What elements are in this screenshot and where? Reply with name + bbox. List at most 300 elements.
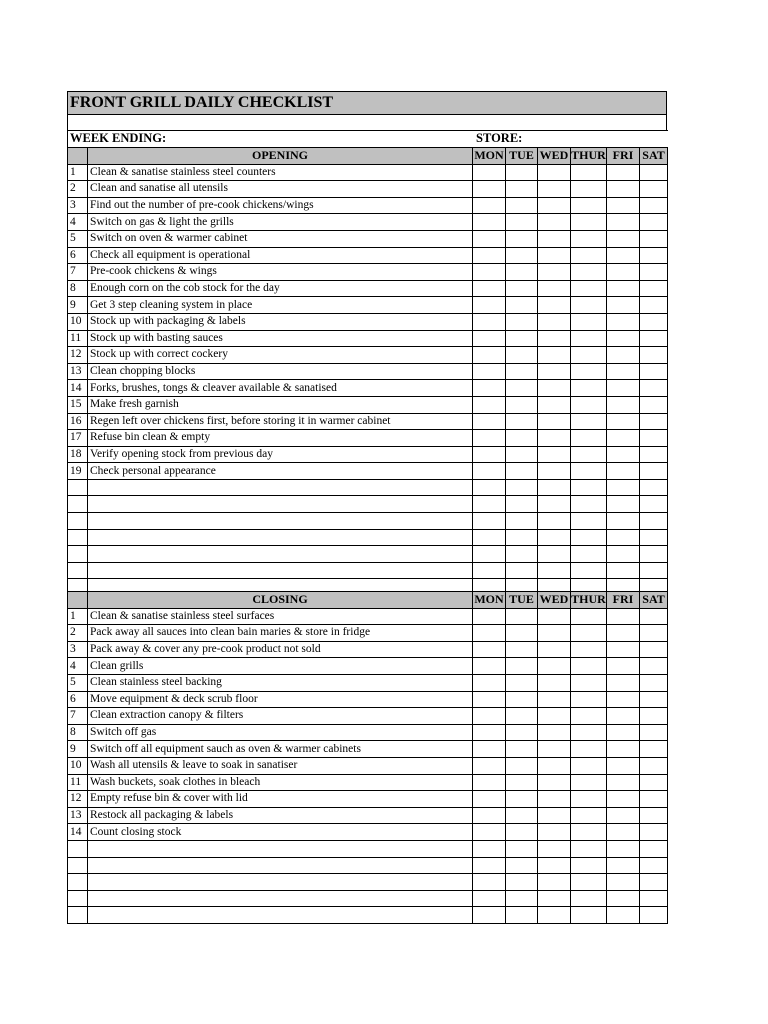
table-row <box>68 247 668 264</box>
checkbox-cell-mon[interactable] <box>473 247 506 264</box>
checkbox-cell-mon[interactable] <box>473 529 506 546</box>
checkbox-cell-tue[interactable] <box>506 562 538 579</box>
checkbox-cell-mon[interactable] <box>473 757 506 774</box>
task-number: 15 <box>68 396 88 413</box>
task-description <box>88 874 473 891</box>
checkbox-cell-wed[interactable] <box>538 774 571 791</box>
checkbox-cell-tue[interactable] <box>506 857 538 874</box>
checkbox-cell-thur[interactable] <box>571 297 607 314</box>
task-number <box>68 857 88 874</box>
checkbox-cell-thur[interactable] <box>571 413 607 430</box>
checkbox-cell-sat[interactable] <box>640 658 668 675</box>
checkbox-cell-wed[interactable] <box>538 824 571 841</box>
checkbox-cell-tue[interactable] <box>506 446 538 463</box>
checkbox-cell-tue[interactable] <box>506 330 538 347</box>
opening-header-row <box>68 148 668 165</box>
checkbox-cell-sat[interactable] <box>640 446 668 463</box>
checkbox-cell-fri[interactable] <box>607 513 640 530</box>
task-number: 18 <box>68 446 88 463</box>
checkbox-cell-fri[interactable] <box>607 691 640 708</box>
checkbox-cell-tue[interactable] <box>506 513 538 530</box>
checkbox-cell-fri[interactable] <box>607 197 640 214</box>
checkbox-cell-wed[interactable] <box>538 264 571 281</box>
checkbox-cell-thur[interactable] <box>571 230 607 247</box>
checkbox-cell-tue[interactable] <box>506 774 538 791</box>
checkbox-cell-wed[interactable] <box>538 247 571 264</box>
checkbox-cell-mon[interactable] <box>473 413 506 430</box>
checkbox-cell-thur[interactable] <box>571 247 607 264</box>
checkbox-cell-fri[interactable] <box>607 413 640 430</box>
checkbox-cell-thur[interactable] <box>571 546 607 563</box>
task-description: Clean grills <box>88 658 473 675</box>
checkbox-cell-sat[interactable] <box>640 857 668 874</box>
checkbox-cell-sat[interactable] <box>640 164 668 181</box>
checkbox-cell-thur[interactable] <box>571 840 607 857</box>
checkbox-cell-tue[interactable] <box>506 280 538 297</box>
table-row <box>68 608 668 625</box>
checkbox-cell-fri[interactable] <box>607 774 640 791</box>
checkbox-cell-thur[interactable] <box>571 197 607 214</box>
checkbox-cell-tue[interactable] <box>506 658 538 675</box>
checkbox-cell-tue[interactable] <box>506 363 538 380</box>
day-header-thur: THUR <box>571 592 606 607</box>
checkbox-cell-fri[interactable] <box>607 463 640 480</box>
checkbox-cell-sat[interactable] <box>640 874 668 891</box>
checkbox-cell-mon[interactable] <box>473 641 506 658</box>
task-number: 5 <box>68 230 88 247</box>
checkbox-cell-mon[interactable] <box>473 807 506 824</box>
checkbox-cell-wed[interactable] <box>538 396 571 413</box>
day-header-tue: TUE <box>506 592 538 609</box>
checkbox-cell-fri[interactable] <box>607 330 640 347</box>
checkbox-cell-wed[interactable] <box>538 430 571 447</box>
checkbox-cell-mon[interactable] <box>473 824 506 841</box>
checkbox-cell-thur[interactable] <box>571 479 607 496</box>
checkbox-cell-wed[interactable] <box>538 741 571 758</box>
checkbox-cell-sat[interactable] <box>640 413 668 430</box>
checkbox-cell-mon[interactable] <box>473 463 506 480</box>
checkbox-cell-thur[interactable] <box>571 907 607 924</box>
checkbox-cell-mon[interactable] <box>473 513 506 530</box>
checkbox-cell-sat[interactable] <box>640 708 668 725</box>
checkbox-cell-mon[interactable] <box>473 562 506 579</box>
checkbox-cell-sat[interactable] <box>640 674 668 691</box>
checkbox-cell-fri[interactable] <box>607 890 640 907</box>
table-row <box>68 529 668 546</box>
checkbox-cell-sat[interactable] <box>640 840 668 857</box>
checkbox-cell-sat[interactable] <box>640 479 668 496</box>
checkbox-cell-wed[interactable] <box>538 874 571 891</box>
checkbox-cell-tue[interactable] <box>506 247 538 264</box>
checkbox-cell-mon[interactable] <box>473 430 506 447</box>
checkbox-cell-wed[interactable] <box>538 413 571 430</box>
checkbox-cell-wed[interactable] <box>538 313 571 330</box>
checkbox-cell-mon[interactable] <box>473 608 506 625</box>
checkbox-cell-mon[interactable] <box>473 857 506 874</box>
checkbox-cell-fri[interactable] <box>607 857 640 874</box>
checkbox-cell-tue[interactable] <box>506 181 538 198</box>
checkbox-cell-fri[interactable] <box>607 708 640 725</box>
checkbox-cell-fri[interactable] <box>607 363 640 380</box>
checkbox-cell-thur[interactable] <box>571 280 607 297</box>
checkbox-cell-fri[interactable] <box>607 907 640 924</box>
opening-section-title: OPENING <box>88 148 473 165</box>
closing-checklist-table <box>67 591 668 924</box>
checkbox-cell-fri[interactable] <box>607 380 640 397</box>
table-row <box>68 313 668 330</box>
checkbox-cell-thur[interactable] <box>571 347 607 364</box>
checkbox-cell-sat[interactable] <box>640 247 668 264</box>
checkbox-cell-thur[interactable] <box>571 446 607 463</box>
checkbox-cell-thur[interactable] <box>571 625 607 642</box>
checkbox-cell-thur[interactable] <box>571 791 607 808</box>
checkbox-cell-sat[interactable] <box>640 330 668 347</box>
checkbox-cell-fri[interactable] <box>607 741 640 758</box>
checkbox-cell-mon[interactable] <box>473 741 506 758</box>
checkbox-cell-wed[interactable] <box>538 513 571 530</box>
checkbox-cell-mon[interactable] <box>473 363 506 380</box>
checkbox-cell-fri[interactable] <box>607 757 640 774</box>
checkbox-cell-sat[interactable] <box>640 641 668 658</box>
checkbox-cell-tue[interactable] <box>506 297 538 314</box>
checkbox-cell-fri[interactable] <box>607 807 640 824</box>
checkbox-cell-mon[interactable] <box>473 724 506 741</box>
table-row <box>68 874 668 891</box>
checkbox-cell-tue[interactable] <box>506 674 538 691</box>
checkbox-cell-fri[interactable] <box>607 529 640 546</box>
checkbox-cell-thur[interactable] <box>571 708 607 725</box>
checkbox-cell-wed[interactable] <box>538 463 571 480</box>
task-number <box>68 529 88 546</box>
checkbox-cell-tue[interactable] <box>506 791 538 808</box>
checkbox-cell-tue[interactable] <box>506 546 538 563</box>
checkbox-cell-wed[interactable] <box>538 197 571 214</box>
checkbox-cell-thur[interactable] <box>571 330 607 347</box>
checkbox-cell-sat[interactable] <box>640 529 668 546</box>
checkbox-cell-tue[interactable] <box>506 214 538 231</box>
checkbox-cell-thur[interactable] <box>571 608 607 625</box>
checkbox-cell-tue[interactable] <box>506 757 538 774</box>
checkbox-cell-fri[interactable] <box>607 641 640 658</box>
checkbox-cell-sat[interactable] <box>640 807 668 824</box>
checkbox-cell-sat[interactable] <box>640 791 668 808</box>
checkbox-cell-mon[interactable] <box>473 874 506 891</box>
checkbox-cell-fri[interactable] <box>607 824 640 841</box>
checkbox-cell-fri[interactable] <box>607 247 640 264</box>
checkbox-cell-mon[interactable] <box>473 691 506 708</box>
checkbox-cell-wed[interactable] <box>538 757 571 774</box>
checkbox-cell-tue[interactable] <box>506 463 538 480</box>
checkbox-cell-sat[interactable] <box>640 608 668 625</box>
checkbox-cell-wed[interactable] <box>538 907 571 924</box>
day-header-sat: SAT <box>640 148 668 165</box>
checkbox-cell-thur[interactable] <box>571 757 607 774</box>
checkbox-cell-tue[interactable] <box>506 529 538 546</box>
checkbox-cell-mon[interactable] <box>473 840 506 857</box>
checkbox-cell-fri[interactable] <box>607 297 640 314</box>
checkbox-cell-wed[interactable] <box>538 529 571 546</box>
checkbox-cell-tue[interactable] <box>506 724 538 741</box>
checkbox-cell-tue[interactable] <box>506 479 538 496</box>
checkbox-cell-sat[interactable] <box>640 724 668 741</box>
checkbox-cell-mon[interactable] <box>473 197 506 214</box>
checkbox-cell-thur[interactable] <box>571 380 607 397</box>
checkbox-cell-fri[interactable] <box>607 658 640 675</box>
checkbox-cell-mon[interactable] <box>473 347 506 364</box>
checkbox-cell-mon[interactable] <box>473 791 506 808</box>
checkbox-cell-sat[interactable] <box>640 297 668 314</box>
task-description: Clean & sanatise stainless steel surfaces <box>88 608 473 625</box>
checkbox-cell-sat[interactable] <box>640 513 668 530</box>
checkbox-cell-sat[interactable] <box>640 741 668 758</box>
table-row <box>68 363 668 380</box>
checkbox-cell-tue[interactable] <box>506 430 538 447</box>
checkbox-cell-thur[interactable] <box>571 674 607 691</box>
title-spacer <box>67 115 667 130</box>
task-number: 11 <box>68 330 88 347</box>
checkbox-cell-thur[interactable] <box>571 264 607 281</box>
checkbox-cell-fri[interactable] <box>607 874 640 891</box>
checkbox-cell-fri[interactable] <box>607 674 640 691</box>
task-description: Pack away all sauces into clean bain maries & store in fridge <box>88 625 473 642</box>
checkbox-cell-fri[interactable] <box>607 791 640 808</box>
checkbox-cell-fri[interactable] <box>607 347 640 364</box>
checkbox-cell-wed[interactable] <box>538 181 571 198</box>
checkbox-cell-fri[interactable] <box>607 446 640 463</box>
checkbox-cell-thur[interactable] <box>571 724 607 741</box>
checkbox-cell-tue[interactable] <box>506 907 538 924</box>
checkbox-cell-mon[interactable] <box>473 625 506 642</box>
checkbox-cell-tue[interactable] <box>506 230 538 247</box>
checkbox-cell-thur[interactable] <box>571 691 607 708</box>
checkbox-cell-sat[interactable] <box>640 396 668 413</box>
checkbox-cell-wed[interactable] <box>538 857 571 874</box>
checkbox-cell-mon[interactable] <box>473 446 506 463</box>
checkbox-cell-mon[interactable] <box>473 907 506 924</box>
checkbox-cell-mon[interactable] <box>473 164 506 181</box>
checkbox-cell-thur[interactable] <box>571 463 607 480</box>
checkbox-cell-sat[interactable] <box>640 197 668 214</box>
task-number <box>68 479 88 496</box>
checkbox-cell-thur[interactable] <box>571 496 607 513</box>
checkbox-cell-thur[interactable] <box>571 824 607 841</box>
checkbox-cell-mon[interactable] <box>473 280 506 297</box>
checkbox-cell-fri[interactable] <box>607 546 640 563</box>
checkbox-cell-thur[interactable] <box>571 641 607 658</box>
checkbox-cell-sat[interactable] <box>640 625 668 642</box>
checkbox-cell-fri[interactable] <box>607 396 640 413</box>
checkbox-cell-tue[interactable] <box>506 625 538 642</box>
checkbox-cell-sat[interactable] <box>640 463 668 480</box>
checkbox-cell-mon[interactable] <box>473 330 506 347</box>
checkbox-cell-fri[interactable] <box>607 625 640 642</box>
checkbox-cell-fri[interactable] <box>607 608 640 625</box>
checkbox-cell-tue[interactable] <box>506 608 538 625</box>
header-number-cell <box>68 592 88 609</box>
checkbox-cell-tue[interactable] <box>506 413 538 430</box>
checkbox-cell-sat[interactable] <box>640 562 668 579</box>
checkbox-cell-tue[interactable] <box>506 396 538 413</box>
checkbox-cell-mon[interactable] <box>473 230 506 247</box>
checkbox-cell-wed[interactable] <box>538 658 571 675</box>
checkbox-cell-tue[interactable] <box>506 197 538 214</box>
checkbox-cell-thur[interactable] <box>571 529 607 546</box>
checkbox-cell-wed[interactable] <box>538 890 571 907</box>
checkbox-cell-mon[interactable] <box>473 479 506 496</box>
checkbox-cell-wed[interactable] <box>538 625 571 642</box>
checkbox-cell-sat[interactable] <box>640 824 668 841</box>
checkbox-cell-tue[interactable] <box>506 347 538 364</box>
checkbox-cell-tue[interactable] <box>506 890 538 907</box>
checkbox-cell-sat[interactable] <box>640 363 668 380</box>
checkbox-cell-sat[interactable] <box>640 890 668 907</box>
checkbox-cell-sat[interactable] <box>640 907 668 924</box>
checkbox-cell-wed[interactable] <box>538 330 571 347</box>
checkbox-cell-mon[interactable] <box>473 297 506 314</box>
checkbox-cell-fri[interactable] <box>607 430 640 447</box>
checkbox-cell-mon[interactable] <box>473 658 506 675</box>
checkbox-cell-wed[interactable] <box>538 380 571 397</box>
checkbox-cell-fri[interactable] <box>607 562 640 579</box>
checkbox-cell-tue[interactable] <box>506 164 538 181</box>
checkbox-cell-thur[interactable] <box>571 774 607 791</box>
checkbox-cell-mon[interactable] <box>473 674 506 691</box>
task-description: Switch off all equipment sauch as oven & warmer cabinets <box>88 741 473 758</box>
checkbox-cell-mon[interactable] <box>473 890 506 907</box>
checkbox-cell-mon[interactable] <box>473 214 506 231</box>
checkbox-cell-sat[interactable] <box>640 757 668 774</box>
checkbox-cell-wed[interactable] <box>538 708 571 725</box>
checkbox-cell-tue[interactable] <box>506 807 538 824</box>
task-number: 2 <box>68 181 88 198</box>
checkbox-cell-fri[interactable] <box>607 214 640 231</box>
checkbox-cell-fri[interactable] <box>607 181 640 198</box>
checkbox-cell-wed[interactable] <box>538 446 571 463</box>
checkbox-cell-mon[interactable] <box>473 264 506 281</box>
checkbox-cell-sat[interactable] <box>640 774 668 791</box>
checkbox-cell-sat[interactable] <box>640 181 668 198</box>
checkbox-cell-fri[interactable] <box>607 280 640 297</box>
checkbox-cell-sat[interactable] <box>640 313 668 330</box>
task-number: 16 <box>68 413 88 430</box>
checkbox-cell-mon[interactable] <box>473 774 506 791</box>
checkbox-cell-mon[interactable] <box>473 313 506 330</box>
checkbox-cell-fri[interactable] <box>607 230 640 247</box>
checkbox-cell-thur[interactable] <box>571 164 607 181</box>
checkbox-cell-wed[interactable] <box>538 840 571 857</box>
checkbox-cell-wed[interactable] <box>538 363 571 380</box>
checkbox-cell-tue[interactable] <box>506 496 538 513</box>
checkbox-cell-tue[interactable] <box>506 264 538 281</box>
checkbox-cell-thur[interactable] <box>571 658 607 675</box>
table-row <box>68 674 668 691</box>
checkbox-cell-wed[interactable] <box>538 496 571 513</box>
checkbox-cell-sat[interactable] <box>640 347 668 364</box>
checkbox-cell-wed[interactable] <box>538 608 571 625</box>
checkbox-cell-thur[interactable] <box>571 857 607 874</box>
checkbox-cell-thur[interactable] <box>571 807 607 824</box>
checkbox-cell-wed[interactable] <box>538 691 571 708</box>
checkbox-cell-mon[interactable] <box>473 396 506 413</box>
checkbox-cell-thur[interactable] <box>571 513 607 530</box>
checkbox-cell-sat[interactable] <box>640 280 668 297</box>
checkbox-cell-wed[interactable] <box>538 724 571 741</box>
checkbox-cell-fri[interactable] <box>607 313 640 330</box>
checkbox-cell-thur[interactable] <box>571 430 607 447</box>
checkbox-cell-wed[interactable] <box>538 230 571 247</box>
table-row <box>68 164 668 181</box>
checkbox-cell-fri[interactable] <box>607 724 640 741</box>
checkbox-cell-wed[interactable] <box>538 347 571 364</box>
task-number: 9 <box>68 297 88 314</box>
checkbox-cell-fri[interactable] <box>607 479 640 496</box>
checkbox-cell-tue[interactable] <box>506 874 538 891</box>
checkbox-cell-wed[interactable] <box>538 546 571 563</box>
checkbox-cell-sat[interactable] <box>640 430 668 447</box>
checkbox-cell-wed[interactable] <box>538 214 571 231</box>
checkbox-cell-thur[interactable] <box>571 396 607 413</box>
checkbox-cell-mon[interactable] <box>473 496 506 513</box>
checkbox-cell-sat[interactable] <box>640 214 668 231</box>
task-description: Check personal appearance <box>88 463 473 480</box>
checkbox-cell-thur[interactable] <box>571 874 607 891</box>
checkbox-cell-sat[interactable] <box>640 691 668 708</box>
checkbox-cell-wed[interactable] <box>538 280 571 297</box>
day-header-thur: THUR <box>571 148 606 163</box>
task-description <box>88 546 473 563</box>
checkbox-cell-thur[interactable] <box>571 890 607 907</box>
checkbox-cell-wed[interactable] <box>538 791 571 808</box>
checkbox-cell-fri[interactable] <box>607 496 640 513</box>
checkbox-cell-fri[interactable] <box>607 840 640 857</box>
checkbox-cell-thur[interactable] <box>571 562 607 579</box>
task-description: Pre-cook chickens & wings <box>88 264 473 281</box>
checkbox-cell-sat[interactable] <box>640 230 668 247</box>
checkbox-cell-thur[interactable] <box>571 741 607 758</box>
checkbox-cell-fri[interactable] <box>607 164 640 181</box>
checkbox-cell-sat[interactable] <box>640 264 668 281</box>
checkbox-cell-mon[interactable] <box>473 708 506 725</box>
checkbox-cell-thur[interactable] <box>571 181 607 198</box>
checkbox-cell-tue[interactable] <box>506 741 538 758</box>
checkbox-cell-thur[interactable] <box>571 363 607 380</box>
checkbox-cell-fri[interactable] <box>607 264 640 281</box>
checkbox-cell-wed[interactable] <box>538 562 571 579</box>
checkbox-cell-mon[interactable] <box>473 181 506 198</box>
checkbox-cell-thur[interactable] <box>571 313 607 330</box>
checkbox-cell-tue[interactable] <box>506 691 538 708</box>
checkbox-cell-wed[interactable] <box>538 297 571 314</box>
checkbox-cell-mon[interactable] <box>473 546 506 563</box>
checkbox-cell-tue[interactable] <box>506 313 538 330</box>
day-header-sat: SAT <box>640 592 668 609</box>
checkbox-cell-wed[interactable] <box>538 479 571 496</box>
checkbox-cell-sat[interactable] <box>640 546 668 563</box>
checkbox-cell-mon[interactable] <box>473 380 506 397</box>
checkbox-cell-tue[interactable] <box>506 708 538 725</box>
checkbox-cell-wed[interactable] <box>538 674 571 691</box>
checkbox-cell-thur[interactable] <box>571 214 607 231</box>
checkbox-cell-tue[interactable] <box>506 824 538 841</box>
checkbox-cell-wed[interactable] <box>538 164 571 181</box>
checkbox-cell-sat[interactable] <box>640 496 668 513</box>
checkbox-cell-tue[interactable] <box>506 641 538 658</box>
checkbox-cell-wed[interactable] <box>538 807 571 824</box>
checkbox-cell-tue[interactable] <box>506 840 538 857</box>
checkbox-cell-sat[interactable] <box>640 380 668 397</box>
checkbox-cell-wed[interactable] <box>538 641 571 658</box>
checkbox-cell-tue[interactable] <box>506 380 538 397</box>
